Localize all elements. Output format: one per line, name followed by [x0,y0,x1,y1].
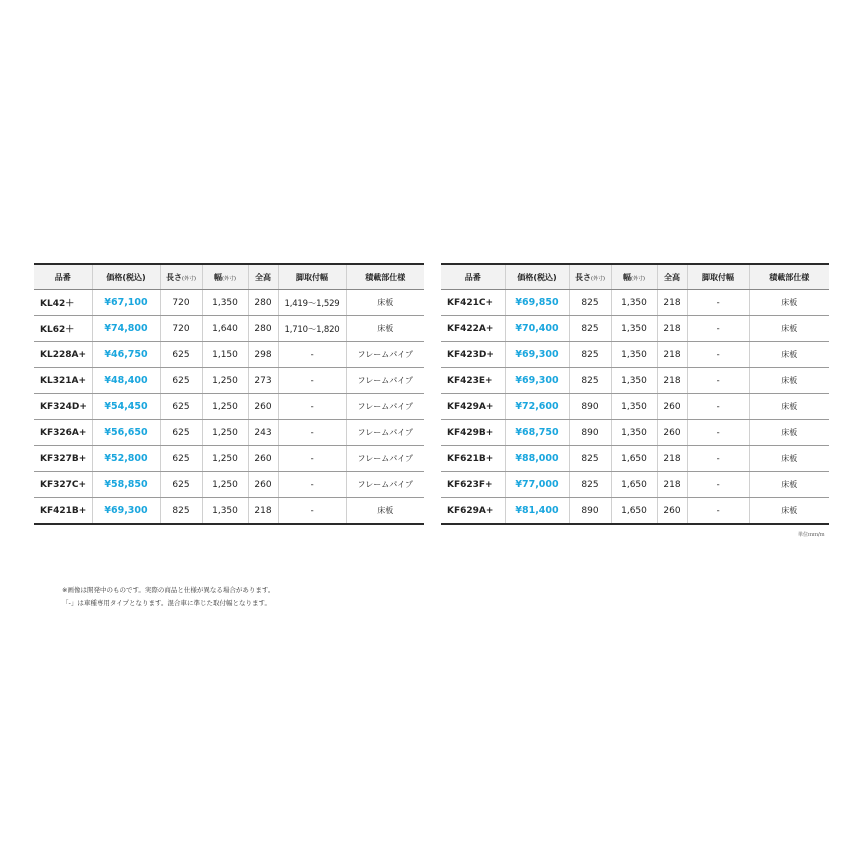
cell-mount-width: - [687,446,749,472]
cell-height: 218 [657,316,687,342]
cell-length: 720 [160,316,202,342]
cell-width: 1,640 [202,316,248,342]
cell-price: ¥68,750 [505,420,569,446]
header-height: 全高 [248,264,278,290]
cell-price: ¥69,300 [505,342,569,368]
cell-model: KL62＋ [34,316,92,342]
cell-width: 1,250 [202,472,248,498]
cell-length: 625 [160,368,202,394]
cell-width: 1,650 [611,498,657,525]
cell-price: ¥56,650 [92,420,160,446]
table-row [34,498,424,525]
table-row [441,368,829,394]
cell-width: 1,250 [202,446,248,472]
cell-length: 825 [569,368,611,394]
header-mount-width: 脚取付幅 [687,264,749,290]
cell-width: 1,350 [611,342,657,368]
cell-height: 218 [657,290,687,316]
cell-height: 260 [657,420,687,446]
table-header-row [441,264,829,290]
cell-length: 825 [569,342,611,368]
cell-mount-width: - [687,498,749,525]
table-row [34,342,424,368]
cell-load-spec: 床板 [749,290,829,316]
cell-mount-width: 1,710～1,820 [278,316,346,342]
cell-width: 1,250 [202,420,248,446]
cell-length: 825 [569,472,611,498]
cell-length: 890 [569,420,611,446]
cell-width: 1,250 [202,394,248,420]
cell-model: KF421C+ [441,290,505,316]
cell-width: 1,350 [611,394,657,420]
cell-price: ¥69,300 [505,368,569,394]
cell-height: 260 [657,498,687,525]
cell-mount-width: - [687,420,749,446]
cell-length: 825 [569,316,611,342]
cell-model: KF621B+ [441,446,505,472]
cell-mount-width: - [278,368,346,394]
cell-load-spec: 床板 [346,498,424,525]
cell-model: KF429B+ [441,420,505,446]
cell-mount-width: - [687,368,749,394]
table-row [441,498,829,525]
cell-price: ¥81,400 [505,498,569,525]
header-width: 幅(外寸) [202,264,248,290]
cell-mount-width: - [278,498,346,525]
cell-mount-width: - [687,394,749,420]
cell-model: KL321A+ [34,368,92,394]
cell-length: 720 [160,290,202,316]
table-row [441,290,829,316]
cell-width: 1,650 [611,472,657,498]
cell-width: 1,350 [611,290,657,316]
cell-load-spec: フレームパイプ [346,472,424,498]
cell-length: 625 [160,420,202,446]
header-length: 長さ(外寸) [569,264,611,290]
cell-width: 1,350 [202,290,248,316]
cell-length: 890 [569,498,611,525]
cell-height: 280 [248,290,278,316]
cell-load-spec: フレームパイプ [346,446,424,472]
cell-height: 273 [248,368,278,394]
cell-load-spec: フレームパイプ [346,420,424,446]
cell-price: ¥52,800 [92,446,160,472]
cell-price: ¥46,750 [92,342,160,368]
cell-model: KF423D+ [441,342,505,368]
footnotes [62,584,274,610]
cell-price: ¥70,400 [505,316,569,342]
cell-mount-width: - [278,420,346,446]
cell-mount-width: - [687,472,749,498]
cell-height: 218 [657,472,687,498]
cell-load-spec: 床板 [346,290,424,316]
cell-price: ¥58,850 [92,472,160,498]
table-row [34,394,424,420]
cell-load-spec: フレームパイプ [346,368,424,394]
cell-model: KL42＋ [34,290,92,316]
cell-mount-width: - [278,394,346,420]
cell-width: 1,250 [202,368,248,394]
table-row [441,316,829,342]
header-model: 品番 [441,264,505,290]
cell-price: ¥74,800 [92,316,160,342]
cell-model: KF327C+ [34,472,92,498]
cell-model: KF327B+ [34,446,92,472]
cell-width: 1,350 [611,316,657,342]
header-length: 長さ(外寸) [160,264,202,290]
cell-length: 625 [160,342,202,368]
cell-length: 625 [160,472,202,498]
cell-model: KF629A+ [441,498,505,525]
cell-mount-width: - [687,290,749,316]
cell-load-spec: 床板 [346,316,424,342]
table-row [441,420,829,446]
table-row [34,472,424,498]
cell-height: 260 [248,472,278,498]
cell-height: 260 [248,394,278,420]
cell-height: 218 [248,498,278,525]
cell-load-spec: 床板 [749,472,829,498]
cell-width: 1,350 [611,420,657,446]
cell-mount-width: - [278,472,346,498]
header-mount-width: 脚取付幅 [278,264,346,290]
table-row [34,420,424,446]
cell-model: KF422A+ [441,316,505,342]
cell-model: KL228A+ [34,342,92,368]
cell-load-spec: 床板 [749,342,829,368]
cell-height: 298 [248,342,278,368]
cell-price: ¥77,000 [505,472,569,498]
cell-length: 890 [569,394,611,420]
cell-load-spec: 床板 [749,394,829,420]
header-load-spec: 積載部仕様 [346,264,424,290]
cell-height: 260 [248,446,278,472]
cell-price: ¥54,450 [92,394,160,420]
header-load-spec: 積載部仕様 [749,264,829,290]
cell-length: 825 [160,498,202,525]
cell-width: 1,650 [611,446,657,472]
cell-price: ¥72,600 [505,394,569,420]
table-row [441,446,829,472]
table-row [34,446,424,472]
header-price: 価格(税込) [505,264,569,290]
cell-height: 218 [657,368,687,394]
cell-mount-width: 1,419～1,529 [278,290,346,316]
cell-load-spec: 床板 [749,420,829,446]
cell-height: 243 [248,420,278,446]
footnote-line: ※画像は開発中のものです。実際の商品と仕様が異なる場合があります。 [62,586,275,594]
header-price: 価格(税込) [92,264,160,290]
cell-model: KF429A+ [441,394,505,420]
cell-model: KF421B+ [34,498,92,525]
cell-height: 218 [657,342,687,368]
cell-price: ¥67,100 [92,290,160,316]
cell-width: 1,350 [611,368,657,394]
header-width: 幅(外寸) [611,264,657,290]
cell-load-spec: 床板 [749,316,829,342]
cell-length: 825 [569,446,611,472]
table-row [34,316,424,342]
cell-length: 825 [569,290,611,316]
cell-load-spec: 床板 [749,498,829,525]
cell-length: 625 [160,394,202,420]
cell-price: ¥69,300 [92,498,160,525]
cell-model: KF326A+ [34,420,92,446]
cell-model: KF324D+ [34,394,92,420]
cell-model: KF423E+ [441,368,505,394]
table-row [441,472,829,498]
table-row [34,290,424,316]
cell-mount-width: - [278,342,346,368]
cell-load-spec: 床板 [749,368,829,394]
unit-note: 単位ｍｍ/ｍ [798,532,825,538]
cell-price: ¥48,400 [92,368,160,394]
spec-table-left [34,263,424,525]
cell-width: 1,350 [202,498,248,525]
cell-load-spec: フレームパイプ [346,342,424,368]
cell-load-spec: フレームパイプ [346,394,424,420]
cell-price: ¥69,850 [505,290,569,316]
footnote-line: 「-」は車種専用タイプとなります。混合車に準じた取付幅となります。 [62,599,271,607]
table-row [441,394,829,420]
cell-height: 280 [248,316,278,342]
table-row [34,368,424,394]
cell-height: 218 [657,446,687,472]
cell-model: KF623F+ [441,472,505,498]
cell-price: ¥88,000 [505,446,569,472]
cell-mount-width: - [687,342,749,368]
cell-mount-width: - [687,316,749,342]
header-model: 品番 [34,264,92,290]
table-header-row [34,264,424,290]
cell-width: 1,150 [202,342,248,368]
cell-length: 625 [160,446,202,472]
header-height: 全高 [657,264,687,290]
table-row [441,342,829,368]
cell-height: 260 [657,394,687,420]
cell-mount-width: - [278,446,346,472]
cell-load-spec: 床板 [749,446,829,472]
spec-table-right [441,263,829,525]
